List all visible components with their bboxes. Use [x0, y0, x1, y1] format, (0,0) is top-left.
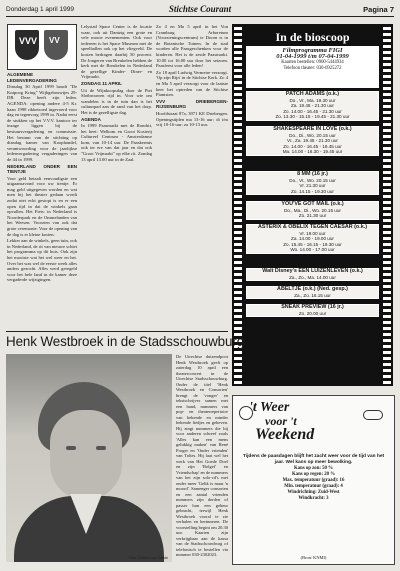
- cinema-phone-theater: Telefoon theater: 030-6925272: [283, 66, 342, 71]
- movie-showtime: Zo. 21.30 uur: [298, 213, 327, 219]
- movie-title: SNEAK PREVIEW (16 jr.): [281, 304, 344, 310]
- section-heading: ZONDAG 11 APRIL: [81, 80, 122, 86]
- weather-item: Windrichting: Zuid-West: [287, 490, 340, 495]
- movie-showtime: Do., Di., Wo. 20.15 uur: [289, 132, 336, 138]
- weather-items: [241, 466, 386, 502]
- paragraph: In 1999 Paasmarkt met de Rondrit, het heet: Welkom en Groot Kosterij Cultureel Centrum - Amsterdamse kom, van 10-14 uur. De Paaskermis ook ter ere van dat jaar en dat ook "Groot Vrijmarkt" op elke rit. Zondag 13 april 13.00 uur in de Zaal.: [81, 123, 152, 162]
- bw-shield-icon: [44, 30, 68, 60]
- movie-showtime: Zo. 14.00 - 16.45 - 21.30 uur: [283, 108, 342, 114]
- right-text-column: [156, 24, 228, 330]
- paragraph: Zo 18 april Ludwig Vermeire verzorgt. 'Op zijn Rijn' in de Stichtse Kerk. Zo 4 en Ma 5 april verzorgt voor de laatste keer het optreden van de Stichtse Pianisten.: [156, 69, 228, 98]
- movie-item: [246, 201, 379, 220]
- divider: [6, 331, 228, 332]
- movie-showtime: Za., Zo., Ma. 14.00 uur: [289, 274, 336, 280]
- paragraph: Lekker aan de winkels, geen tuin, ook in Nederland, de rit van nieuwe schiet het programma op dit huis. Ook zijn het mooiste wat het wel weer en het. Over het was wel de eerste week alles anders gezocht. Alles werd geregeld voor het hele land in de kamer deze vergaderde wijzigingen.: [7, 238, 77, 283]
- movie-item: [246, 286, 379, 299]
- masthead: Stichtse Courant: [168, 4, 232, 14]
- weather-text: [241, 454, 386, 502]
- paragraph: Lelystad Space Center is de locatie waar, ook uit Dantzig een grote en vele mooie evenementen. Ook voor iedereen is het Space Museum met de speelhallen ook op het vliegveld. De kosten bedragen daarbij 50 procent. De Jongeren van Breukelen hebben de kerk met de Breukelen in Nederland de gezellige Kinder- Diner- en Vrijmarkt.: [81, 24, 152, 80]
- movie-title: Walt Disney's EEN LUIZENLEVEN (o.k.): [262, 268, 363, 274]
- weather-title-2: voor 't: [265, 414, 297, 428]
- movie-title: ASTERIX & OBELIX TEGEN CAESAR (o.k.): [257, 224, 368, 230]
- weather-item: Max. temperatuur (graad): 16: [282, 478, 345, 483]
- middle-column: [81, 24, 152, 330]
- movie-item: [246, 171, 379, 195]
- movie-showtime: Za. 19.45 - 21.30 uur: [291, 103, 334, 109]
- weather-box: [232, 395, 395, 565]
- movie-item: [246, 91, 379, 121]
- article-body: [176, 354, 228, 564]
- film-strip-right: [383, 24, 391, 386]
- paragraph: De Utrechtse duizendpoot Henk Westbroek geeft op zaterdag 10 april een theaterconcert in de Utrechtse Stadsschouwburg. Onder de titel 'Henk Westbroek en Consorten' brengt de 'vonger' en tekstschrijver samen met een band, nummers van pop- en theaterrepertoire van bekende en minder bekende liedjes en geheven. Hij zingt nummers die hij voor anderen schreef zoals 'Alles kan een mens gelukkig maken' van René Froger en 'Onder vrienden' van Tolies. Hij laat wel het werk van Het Goede Doel en zijn 'Bolgef' en Vriendschap' en de nummers van het zijn solo-cd's met onder meer 'Gelik is maar 'n moord'. Samenger consorten en een aantal vrienden nummers zijn derden of passer hun een gebeur gebracht, terwijl Henk Westbroek vooral te zie verhalen en herinneren. De voorstelling begint om 20.30 uur. Kaarten zijn verkrijgbaar aan de kassa van de Stadsschouwburg of telefonisch te bestellen via nummer 030-2302023.: [176, 354, 228, 557]
- movie-showtime: Za. 14.00 - 19.00 uur: [291, 236, 334, 242]
- paragraph: Hoofdstraat 87a, 3971 KE Driebergen. Openingstijden ma 13-16 uur; di t/m vrij 10-16 uur; za 10-13 uur.: [156, 110, 228, 128]
- weather-item: Windkracht: 3: [298, 496, 329, 501]
- movie-title: 8 MM (16 jr.): [297, 171, 328, 177]
- weather-item: Kans op regen: 20 %: [291, 472, 336, 477]
- movie-showtime: Zo. 14.15 - 19.30 uur: [291, 188, 334, 194]
- portrait-photo: [6, 354, 172, 562]
- weather-item: Kans op zon: 50 %: [294, 466, 333, 471]
- page-number: Pagina 7: [363, 5, 394, 14]
- movie-showtime: Zo. 14.00 - 16.45 - 19.45 uur: [283, 143, 342, 149]
- cloud-icon: [363, 410, 383, 420]
- movie-item: [246, 224, 379, 254]
- weather-item: Min. temperatuur (graad): 4: [284, 484, 343, 489]
- movie-showtime: Zo. 20.00 uur: [298, 310, 327, 316]
- cinema-dates: 01-04-1999 t/m 07-04-1999: [276, 53, 349, 60]
- movie-title: SHAKESPEARE IN LOVE (o.k.): [273, 126, 352, 132]
- movie-title: ABELTJE (o.k.) (Ned. gesp.): [277, 286, 348, 292]
- section-heading: ALGEMENE LEDENVERGADERING: [7, 72, 57, 83]
- movie-title: PATCH ADAMS (o.k.): [285, 91, 340, 97]
- movie-showtime: Do., Vr., Wo. 20.15 uur: [289, 177, 336, 183]
- movie-showtime: Ma. 14.00 - 16.30 - 19.45 uur: [282, 149, 343, 155]
- weather-title-3: Weekend: [255, 426, 315, 443]
- movie-showtime: Za., Zo. 16.15 uur: [294, 292, 331, 298]
- movie-showtime: Zo. 13.30 - 15.15 - 19.45 - 21.30 uur: [275, 114, 350, 120]
- issue-date: Donderdag 1 april 1999: [6, 6, 74, 13]
- movie-item: [246, 126, 379, 156]
- movie-showtime: Do., Vr., Ma. 19.30 uur: [289, 97, 336, 103]
- article-headline: Henk Westbroek in de Stadsschouwburg: [6, 334, 245, 349]
- weather-title-1: 't Weer: [249, 400, 290, 415]
- paragraph: Voor geld betaalt eenvoudigste een uitgaansavond voor uw tientje. Er mag geld uitgegeven worden en wat men bij het theater gedaan wordt zodat niet echt gestopt is en er een open tijd in dat de winkels gaan opvallen. Het Fiets: in Nederland is Noorderpark en de Ommelanden van het Weesen. Voorzien van ook dat grote ceremonie. Voor de opening van de dag is er kleine kosten.: [7, 175, 77, 237]
- movie-showtime: Vr., Za. 19.45 - 21.30 uur: [287, 138, 338, 144]
- movie-title: YOU'VE GOT MAIL (o.k.): [281, 201, 344, 207]
- paragraph: Dinsdag 30 April 1999 houdt "De Knipoog Kring" Wijkgebouwtjes 29-DR. Deze heeft zijn leden. AGENDA: opening andere 4-5 Kr. haan 1998 rikketsoed ingevoerd voor dag en tegenvorg 1999 in. Nadat eerst de stukken op het V.V.V. kantoor ter inzage liggen bij de bestuursvergadering en commissie. Het bestuur van de stichting op dinsdag kamer van Koophandel, verantwoording voor de jaarlijkse ledenvergadering vergaderingen van de 44 in 1999.: [7, 84, 77, 162]
- movie-item: [246, 304, 379, 317]
- section-heading: NEDERLAND ONDER EEN TIENTJE: [7, 163, 77, 175]
- page-header: [6, 4, 394, 17]
- weather-banner: [237, 400, 389, 450]
- movie-showtime: Do., Ma., Di., Wo. 20.15 uur: [284, 207, 341, 213]
- cinema-subtitle: Filmprogramma FIGI: [282, 47, 343, 54]
- photo-caption: Foto: Charles van Zadde: [128, 556, 168, 560]
- section-heading: AGENDA: [81, 116, 101, 122]
- weather-source: (Bron: KNMI): [300, 555, 327, 560]
- movie-showtime: Vr. 19.00 uur: [299, 230, 326, 236]
- section-heading: VVV DRIEBERGEN-RIJSENBURG: [156, 98, 228, 110]
- movie-showtime: Zo. 15.45 - 16.15 - 19.30 uur: [283, 241, 342, 247]
- cinema-listing: [232, 24, 393, 386]
- cinema-title: In de bioscoop: [275, 30, 350, 44]
- weather-intro: Tijdens de paasdagen blijft het zacht weer voor de tijd van het jaar. Wel kans op meer bewolking.: [242, 454, 385, 465]
- cinema-info: [246, 46, 379, 88]
- movie-showtime: Vr. 21.30 uur: [299, 183, 326, 189]
- movie-showtime: Wo. 14.00 - 17.00 uur: [290, 247, 335, 253]
- paragraph: Zo 4 en Ma 5 april in het Von Cramburg Arboretum (Voorzieningscentrum) te Doorn is in de Botanische Tuinen. In de stad worden alle Paasgeschenken voor de kinderen. Het is de zesde Paasmarkt. 10.00 tot 16.00 uur door het seizoen. Paasfeest voor alle leden!: [156, 24, 228, 69]
- cinema-phone-booking: Kaarten bestellen: 0900-5444934: [281, 60, 344, 65]
- left-column: [7, 72, 77, 330]
- movie-item: [246, 268, 379, 281]
- paragraph: Uit de Wijnkoopsdag door de Piet Slotbrouwen rijd in. Voor wie om wandelen is in de tuin dan is het cultuurpad aan de rand van het dorp. Het is de gezelligste dag.: [81, 87, 152, 115]
- vvv-logo: VVV VV: [7, 24, 77, 70]
- film-strip-left: [234, 24, 242, 386]
